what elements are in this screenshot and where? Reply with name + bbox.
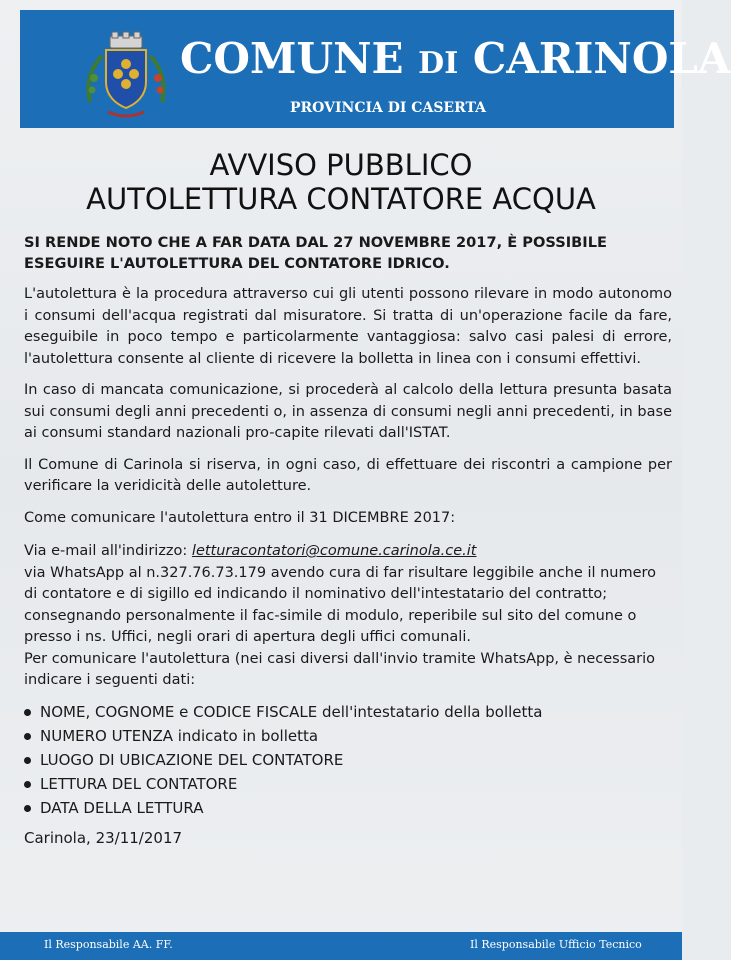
- lead-statement: SI RENDE NOTO CHE A FAR DATA DAL 27 NOVEMBRE 2017, È POSSIBILE ESEGUIRE L'AUTOLETTURA DEL CONTATORE IDRICO.: [24, 234, 608, 272]
- municipal-header: [20, 10, 731, 128]
- email-link[interactable]: letturacontatori@comune.carinola.ce.it: [191, 543, 477, 559]
- paragraph-3: Il Comune di Carinola si riserva, in ogni caso, di effettuare dei riscontri a campione per verificare la veridicità delle autoletture.: [24, 456, 672, 494]
- list-item: DATA DELLA LETTURA: [24, 796, 672, 820]
- title-line-1: AVVISO PUBBLICO: [209, 148, 473, 182]
- required-data-intro: Per comunicare l'autolettura (nei casi diversi dall'invio tramite WhatsApp, è necessario indicare i seguenti dati:: [24, 650, 656, 688]
- title-di: DI: [418, 46, 459, 81]
- signature-right: Il Responsabile Ufficio Tecnico: [470, 938, 642, 951]
- list-item: LETTURA DEL CONTATORE: [24, 772, 672, 796]
- notice-body: [24, 232, 672, 849]
- list-item: LUOGO DI UBICAZIONE DEL CONTATORE: [24, 748, 672, 772]
- signature-left: Il Responsabile AA. FF.: [44, 938, 173, 951]
- paragraph-2: In caso di mancata comunicazione, si procederà al calcolo della lettura presunta basata sui consumi degli anni precedenti o, in assenza di consumi negli anni precedenti, in base ai consumi standard nazionali pro-capite rilevati dall'ISTAT.: [24, 382, 672, 441]
- how-to-heading: Come comunicare l'autolettura entro il 31 DICEMBRE 2017:: [24, 509, 456, 526]
- paragraph-1: L'autolettura è la procedura attraverso cui gli utenti possono rilevare in modo autonomo i consumi dell'acqua registrati dal misuratore. Si tratta di un'operazione facile da fare, eseguibile in poco tempo e particolarmente vantaggiosa: salvo casi palesi di errore, l'autolettura consente al cliente di ricevere la bolletta in linea con i consumi effettivi.: [24, 286, 672, 367]
- title-comune: COMUNE: [180, 34, 404, 83]
- municipality-name: [180, 34, 731, 83]
- signature-footer: [0, 932, 682, 960]
- required-data-list: [24, 700, 672, 820]
- coat-of-arms-icon: [80, 28, 172, 124]
- email-line: [24, 541, 672, 563]
- in-person-line: consegnando personalmente il fac-simile di modulo, reperibile sul sito del comune o presso i ns. Uffici, negli orari di apertura degli uffici comunali.: [24, 607, 637, 645]
- list-item: NUMERO UTENZA indicato in bolletta: [24, 724, 672, 748]
- title-line-2: AUTOLETTURA CONTATORE ACQUA: [86, 182, 596, 216]
- notice-title: [0, 148, 682, 216]
- email-prefix: Via e-mail all'indirizzo:: [24, 543, 192, 559]
- list-item: NOME, COGNOME e CODICE FISCALE dell'intestatario della bolletta: [24, 700, 672, 724]
- spacer: [24, 529, 672, 541]
- place-date: Carinola, 23/11/2017: [24, 828, 183, 847]
- province-label: PROVINCIA DI CASERTA: [290, 100, 486, 116]
- whatsapp-line: via WhatsApp al n.327.76.73.179 avendo cura di far risultare leggibile anche il numero di contatore e di sigillo ed indicando il nominativo dell'intestatario del contratto;: [24, 564, 657, 602]
- title-city: CARINOLA: [472, 34, 731, 83]
